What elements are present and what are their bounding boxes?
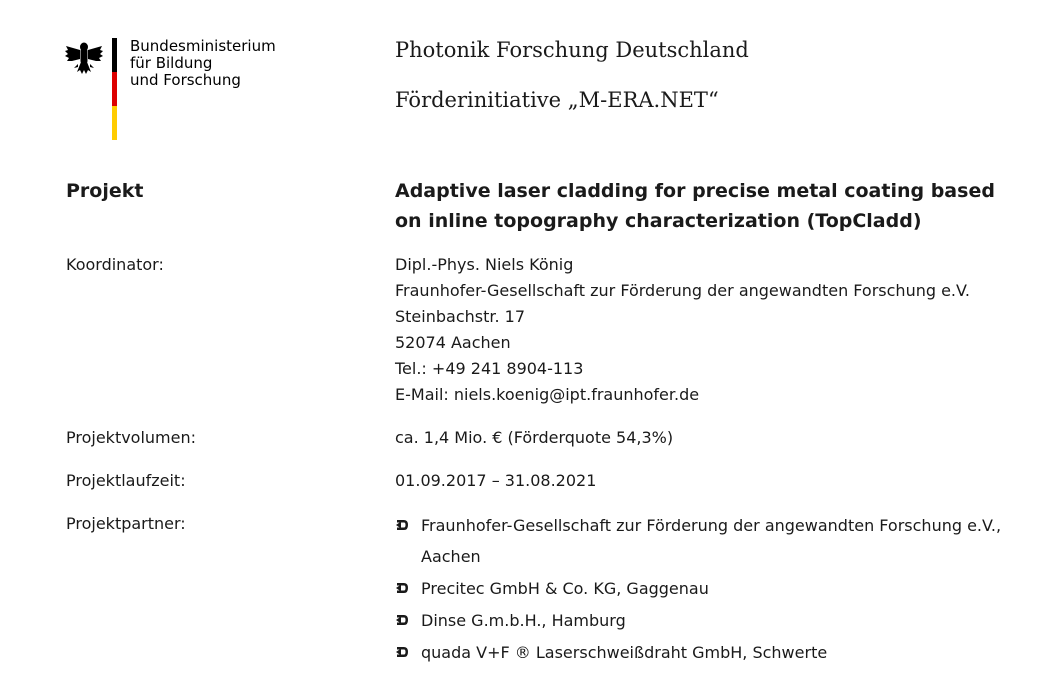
document-header [395, 34, 749, 116]
coordinator-name: Dipl.-Phys. Niels König [395, 255, 574, 274]
arrow-bullet-icon [395, 645, 409, 659]
federal-eagle-icon [64, 38, 104, 76]
coordinator-email: E-Mail: niels.koenig@ipt.fraunhofer.de [395, 385, 700, 404]
coordinator-street: Steinbachstr. 17 [395, 307, 526, 326]
partners-list [395, 510, 1011, 669]
partner-name: Fraunhofer-Gesellschaft zur Förderung der angewandten Forschung e.V., Aachen [421, 516, 1002, 566]
project-title: Adaptive laser cladding for precise metal coating based on inline topography characterization (TopCladd) [395, 180, 995, 232]
list-item [395, 510, 1011, 572]
arrow-bullet-icon [395, 613, 409, 627]
german-flag-bar [112, 38, 117, 140]
coordinator-org: Fraunhofer-Gesellschaft zur Förderung der angewandten Forschung e.V. [395, 281, 970, 300]
project-label: Projekt [66, 180, 144, 202]
coordinator-city: 52074 Aachen [395, 333, 511, 352]
partner-name: quada V+F ® Laserschweißdraht GmbH, Schwerte [421, 643, 828, 662]
list-item [395, 605, 1011, 636]
partners-label: Projektpartner: [66, 514, 186, 533]
ministry-line: Bundesministerium [130, 37, 276, 55]
arrow-bullet-icon [395, 518, 409, 532]
partner-name: Dinse G.m.b.H., Hamburg [421, 611, 626, 630]
coordinator-details [395, 252, 970, 408]
ministry-line: und Forschung [130, 71, 241, 89]
ministry-name [130, 38, 276, 89]
list-item [395, 637, 1011, 668]
volume-label: Projektvolumen: [66, 428, 197, 447]
coordinator-phone: Tel.: +49 241 8904-113 [395, 359, 584, 378]
volume-value: ca. 1,4 Mio. € (Förderquote 54,3%) [395, 428, 674, 447]
duration-value: 01.09.2017 – 31.08.2021 [395, 471, 597, 490]
ministry-logo [64, 38, 294, 142]
duration-label: Projektlaufzeit: [66, 471, 186, 490]
ministry-line: für Bildung [130, 54, 213, 72]
arrow-bullet-icon [395, 581, 409, 595]
coordinator-label: Koordinator: [66, 255, 164, 274]
initiative-title: Förderinitiative „M-ERA.NET“ [395, 88, 719, 112]
list-item [395, 573, 1011, 604]
partner-name: Precitec GmbH & Co. KG, Gaggenau [421, 579, 709, 598]
program-title: Photonik Forschung Deutschland [395, 38, 749, 62]
